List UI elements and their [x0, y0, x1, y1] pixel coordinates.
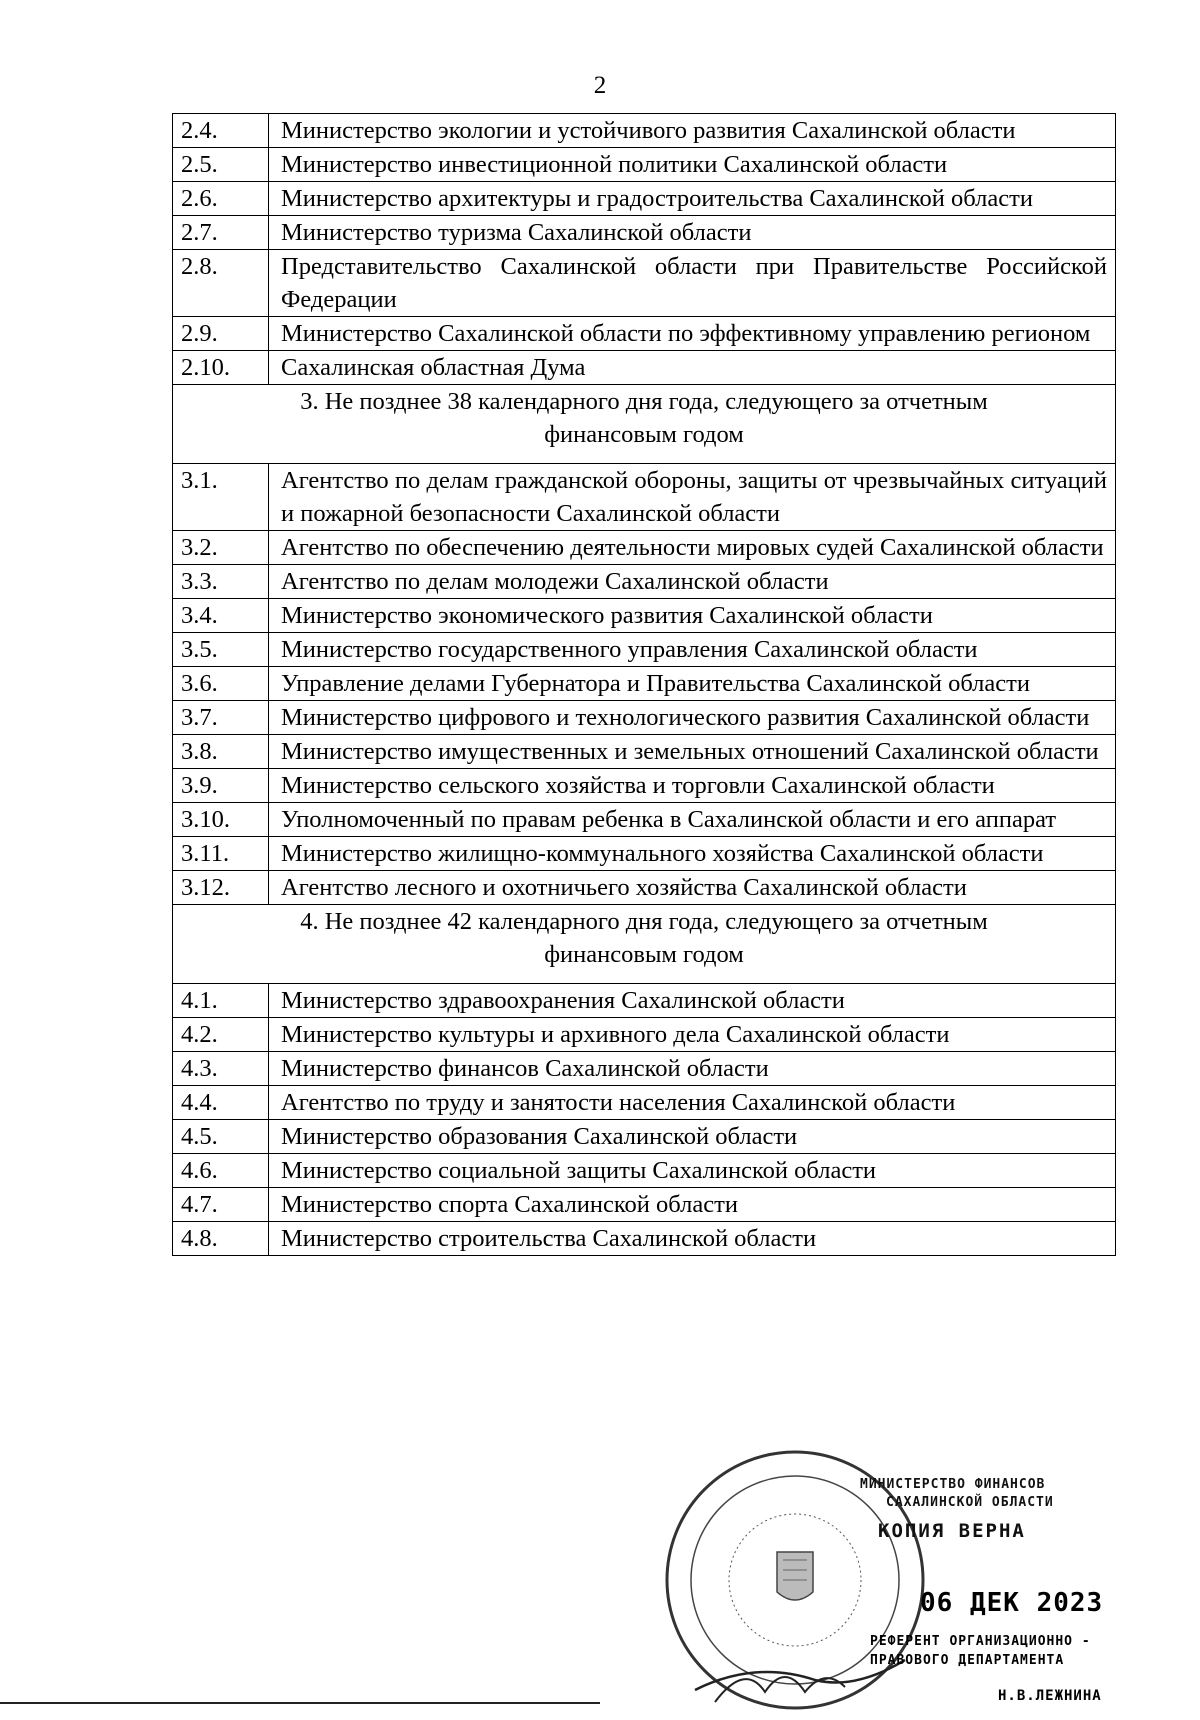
table-row: [173, 1154, 1116, 1188]
organization-name: Представительство Сахалинской области при Правительстве Российской Федерации: [269, 250, 1116, 317]
row-number: 2.10.: [173, 351, 269, 385]
signer-name: Н.В.ЛЕЖНИНА: [998, 1688, 1102, 1704]
table-row: [173, 1222, 1116, 1256]
organization-name: Министерство инвестиционной политики Сахалинской области: [269, 148, 1116, 182]
organization-name: Министерство имущественных и земельных отношений Сахалинской области: [269, 735, 1116, 769]
table-row: [173, 1052, 1116, 1086]
certification-stamp: [860, 1476, 1110, 1544]
table-row: [173, 769, 1116, 803]
table-row: [173, 114, 1116, 148]
table-row: [173, 871, 1116, 905]
row-number: 4.2.: [173, 1018, 269, 1052]
organization-name: Министерство здравоохранения Сахалинской области: [269, 984, 1116, 1018]
row-number: 2.9.: [173, 317, 269, 351]
table-body: [173, 114, 1116, 1256]
page-bottom-rule: [0, 1702, 600, 1704]
table-row: [173, 250, 1116, 317]
table-row: [173, 803, 1116, 837]
row-number: 2.7.: [173, 216, 269, 250]
stamp-date: 06 ДЕК 2023: [920, 1588, 1104, 1618]
row-number: 3.1.: [173, 464, 269, 531]
table-row: [173, 1018, 1116, 1052]
organization-name: Министерство цифрового и технологического развития Сахалинской области: [269, 701, 1116, 735]
organization-name: Управление делами Губернатора и Правительства Сахалинской области: [269, 667, 1116, 701]
table-row: [173, 1120, 1116, 1154]
organization-name: Министерство спорта Сахалинской области: [269, 1188, 1116, 1222]
organization-name: Министерство строительства Сахалинской области: [269, 1222, 1116, 1256]
organization-name: Министерство Сахалинской области по эффективному управлению регионом: [269, 317, 1116, 351]
row-number: 4.1.: [173, 984, 269, 1018]
organization-name: Министерство финансов Сахалинской области: [269, 1052, 1116, 1086]
organization-name: Министерство социальной защиты Сахалинской области: [269, 1154, 1116, 1188]
organization-name: Министерство государственного управления Сахалинской области: [269, 633, 1116, 667]
table-row: [173, 317, 1116, 351]
table-row: [173, 565, 1116, 599]
organization-name: Агентство по делам гражданской обороны, защиты от чрезвычайных ситуаций и пожарной безопасности Сахалинской области: [269, 464, 1116, 531]
table-row: [173, 464, 1116, 531]
table-row: [173, 599, 1116, 633]
section-header-row: [173, 385, 1116, 464]
organization-name: Агентство по труду и занятости населения Сахалинской области: [269, 1086, 1116, 1120]
row-number: 4.4.: [173, 1086, 269, 1120]
section-heading: 4. Не позднее 42 календарного дня года, следующего за отчетным финансовым годом: [173, 905, 1116, 984]
row-number: 4.7.: [173, 1188, 269, 1222]
row-number: 3.2.: [173, 531, 269, 565]
table-row: [173, 1188, 1116, 1222]
row-number: 4.6.: [173, 1154, 269, 1188]
organizations-table: [172, 113, 1116, 1256]
organization-name: Уполномоченный по правам ребенка в Сахалинской области и его аппарат: [269, 803, 1116, 837]
row-number: 3.5.: [173, 633, 269, 667]
table-row: [173, 148, 1116, 182]
row-number: 3.12.: [173, 871, 269, 905]
table-row: [173, 1086, 1116, 1120]
row-number: 3.7.: [173, 701, 269, 735]
row-number: 2.8.: [173, 250, 269, 317]
row-number: 4.8.: [173, 1222, 269, 1256]
stamp-org-line1: МИНИСТЕРСТВО ФИНАНСОВ: [860, 1477, 1046, 1492]
table-row: [173, 531, 1116, 565]
section-heading: 3. Не позднее 38 календарного дня года, следующего за отчетным финансовым годом: [173, 385, 1116, 464]
organization-name: Министерство жилищно-коммунального хозяйства Сахалинской области: [269, 837, 1116, 871]
stamp-copy-label: КОПИЯ ВЕРНА: [878, 1520, 1026, 1542]
stamp-dept-line2: ПРАВОВОГО ДЕПАРТАМЕНТА: [870, 1653, 1065, 1668]
table-row: [173, 216, 1116, 250]
row-number: 4.3.: [173, 1052, 269, 1086]
row-number: 2.6.: [173, 182, 269, 216]
table-row: [173, 667, 1116, 701]
stamp-org-line2: САХАЛИНСКОЙ ОБЛАСТИ: [886, 1495, 1054, 1510]
stamp-department: [870, 1632, 1110, 1670]
row-number: 3.10.: [173, 803, 269, 837]
row-number: 3.11.: [173, 837, 269, 871]
organization-name: Министерство экологии и устойчивого развития Сахалинской области: [269, 114, 1116, 148]
stamp-dept-line1: РЕФЕРЕНТ ОРГАНИЗАЦИОННО -: [870, 1634, 1091, 1649]
table-row: [173, 984, 1116, 1018]
row-number: 3.6.: [173, 667, 269, 701]
organization-name: Министерство туризма Сахалинской области: [269, 216, 1116, 250]
section-header-row: [173, 905, 1116, 984]
row-number: 3.4.: [173, 599, 269, 633]
table-row: [173, 633, 1116, 667]
organization-name: Министерство сельского хозяйства и торговли Сахалинской области: [269, 769, 1116, 803]
row-number: 2.4.: [173, 114, 269, 148]
organization-name: Министерство архитектуры и градостроительства Сахалинской области: [269, 182, 1116, 216]
organization-name: Сахалинская областная Дума: [269, 351, 1116, 385]
table-row: [173, 351, 1116, 385]
row-number: 3.3.: [173, 565, 269, 599]
page-number: 2: [593, 72, 607, 99]
table-row: [173, 837, 1116, 871]
row-number: 3.9.: [173, 769, 269, 803]
organization-name: Агентство лесного и охотничьего хозяйства Сахалинской области: [269, 871, 1116, 905]
table-row: [173, 701, 1116, 735]
organization-name: Агентство по делам молодежи Сахалинской области: [269, 565, 1116, 599]
row-number: 2.5.: [173, 148, 269, 182]
row-number: 4.5.: [173, 1120, 269, 1154]
table-row: [173, 735, 1116, 769]
organization-name: Министерство культуры и архивного дела Сахалинской области: [269, 1018, 1116, 1052]
table-row: [173, 182, 1116, 216]
organization-name: Министерство образования Сахалинской области: [269, 1120, 1116, 1154]
organization-name: Министерство экономического развития Сахалинской области: [269, 599, 1116, 633]
row-number: 3.8.: [173, 735, 269, 769]
organization-name: Агентство по обеспечению деятельности мировых судей Сахалинской области: [269, 531, 1116, 565]
